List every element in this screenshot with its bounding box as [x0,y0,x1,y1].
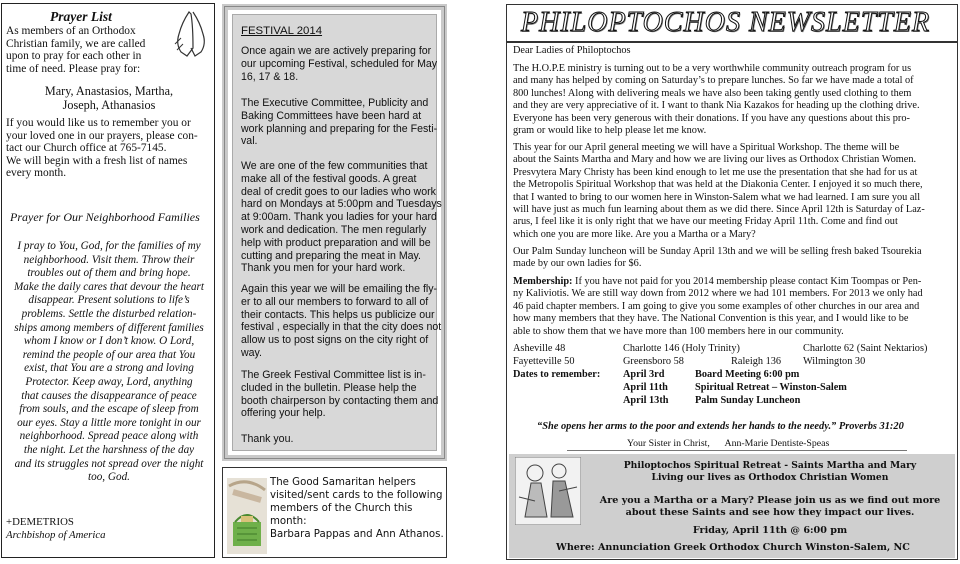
festival-paragraph-5: The Greek Festival Committee list is in- cluded in the bulletin. Please help the booth chairperson by contacting them and offering your help. [241,369,439,420]
festival-paragraph-1: Once again we are actively preparing for our upcoming Festival, scheduled for May 16, 17 & 18. [241,45,438,83]
dates-label: Dates to remember: [513,369,601,380]
retreat-where: Where: Annunciation Greek Orthodox Church Winston-Salem, NC [556,542,910,553]
festival-paragraph-3: We are one of the few communities that make all of the festival goods. A great deal of credit goes to our ladies who work hard on Mondays at 5:00pm and Tuesdays at 9:00am. Thank you ladies for your hard work and dedication. The men regularly help with product preparation and will be cutting and preparing the meat in May. Thank you men for your hard work. [241,160,442,275]
newsletter-workshop-paragraph: This year for our April general meeting we will have a Spiritual Workshop. The theme will be about the Saints Martha and Mary and how we are living our lives as Orthodox Christian Women. Presvytera Mary Christy has been kind enough to let me use the presentation that she had for us at the Metropolis Spiritual Workshop that was held at the Diakonia Center. I enjoyed it so much there, that I wanted to bring to our women here in Winston-Salem what we had learned. I am sure you all will have just as much fun learning about them as we did there. Since April 12th is Saturday of Laz- arus, I feel like it is only right that we have our meeting Friday April 11th. Come and find out which one you are more like. Are you a Martha or a Mary? [513,142,925,240]
proverbs-quote: “She opens her arms to the poor and extends her hands to the needy.” Proverbs 31:20 [537,421,904,432]
retreat-when: Friday, April 11th @ 6:00 pm [692,525,848,536]
festival-thanks: Thank you. [241,433,294,445]
retreat-title: Philoptochos Spiritual Retreat - Saints Martha and Mary Living our lives as Orthodox Christian Women [623,460,917,483]
title-divider [507,41,957,43]
newsletter-hope-paragraph: The H.O.P.E ministry is turning out to be a very worthwhile community outreach program for us and many has helped by coming on Saturday’s to prepare lunches. So far we have made a total of 800 lunches! Along with delivering meals we have also been taking gently used clothing to them and they are very appreciative of it. I want to thank Nia Kazakos for heading up the clothing drive. Everyone has been very generous with their donations. If you have any questions about this pro- gram or would like to help please let me know. [513,63,920,137]
festival-box [222,4,447,461]
prayer-list-title: Prayer List [50,9,112,24]
neighborhood-prayer-text: I pray to You, God, for the families of my neighborhood. Visit them. Throw their troubles out of them and bring hope. Make the daily cares that devour the heart disappear. Present solutions to life’s problems. Settle the disturbed relation- ships among members of different families whom I know or I don’t know. O Lord, remind the people of our area that You exist, that You are a strong and loving Protector. Keep away, Lord, anything that causes the disappearance of peace from souls, and the escape of sleep from our eyes. Stay a little more tonight in our neighborhood. Spread peace along with the night. Let the harshness of the day and its struggles not spread over the night too, God. [13,240,205,484]
sign-off-rule [567,450,907,451]
archbishop-signature: +DEMETRIOS Archbishop of America [6,516,106,541]
neighborhood-prayer-title: Prayer for Our Neighborhood Families [10,210,200,224]
retreat-invite: Are you a Martha or a Mary? Please join us as we find out more about these Saints and see how they impact our lives. [599,495,941,518]
festival-box-inner [232,14,442,451]
newsletter-membership-paragraph: Membership: If you have not paid for you 2014 membership please contact Kim Toompas or Pen- ny Kaliviotis. We are still way down from 2012 where we had 101 members. For 2013 we only had 46 paid chapter members. I am going to give you some examples of other churches in our area and how many members that they have. The National Convention is this year, and I would like to be able to show them that we have more than 100 members here in our community. [513,276,923,337]
festival-paragraph-4: Again this year we will be emailing the fly- er to all our members to forward to all of their contacts. This helps us publicize our festival , especially in that the city does not allow us to post signs on the city right of way. [241,283,442,359]
prayer-column [1,3,215,558]
newsletter-title: PHILOPTOCHOS NEWSLETTER [521,7,931,38]
prayer-list-intro: As members of an Orthodox Christian family, we are called upon to pray for each other in time of need. Please pray for: [6,25,146,75]
sign-off: Your Sister in Christ, Ann-Marie Dentiste-Speas [627,438,830,449]
newsletter-palm-sunday-paragraph: Our Palm Sunday luncheon will be Sunday April 13th and we will be selling fresh baked Tsourekia made by our own ladies for $6. [513,246,922,270]
prayer-names: Mary, Anastasios, Martha, Joseph, Athanasios [44,84,174,112]
newsletter-column: PHILOPTOCHOS NEWSLETTER Dear Ladies of Philoptochos The H.O.P.E ministry is turning out to be a very worthwhile community outreach program for us and many has helped by coming on Saturday’s to prepare lunches. So far we have made a total of 800 lunches! Along with delivering meals we have also been taking gently used clothing to them and they are very appreciative of it. I want to thank Nia Kazakos for heading up the clothing drive. Everyone has been very generous with their donations. If you have any questions about this pro- gram or would like to help please let me know. This year for our April general meeting we will have a Spiritual Workshop. The theme will be about the Saints Martha and Mary and how we are living our lives as Orthodox Christian Women. Presvytera Mary Christy has been kind enough to let me use the presentation that she had for us at the Metropolis Spiritual Workshop that was held at the Diakonia Center. I enjoyed it so much there, that I wanted to bring to our women here in Winston-Salem what we had learned. I am sure you all will have just as much fun learning about them as we did there. Since April 12th is Saturday of Laz- arus, I feel like it is only right that we have our meeting Friday April 11th. Come and find out which one you are more like. Are you a Martha or a Mary? Our Palm Sunday luncheon will be Sunday April 13th and we will be selling fresh baked Tsourekia made by our own ladies for $6. Membership: If you have not paid for you 2014 membership please contact Kim Toompas or Pen- ny Kaliviotis. We are still way down from 2012 where we had 101 members. For 2013 we only had 46 paid chapter members. I am going to give you some examples of other churches in our area and how many members that they have. The National Convention is this year, and I would like to be able to show them that we have more than 100 members here in our community. Asheville 48 Charlotte 146 (Holy Trinity) Charlotte 62 (Saint Nektarios) Fayetteville 50 Greensboro 58 Raleigh 136 Wilmington 30 Dates to remember: April 3rd Board Meeting 6:00 pm April 11th Spiritual Retreat – Winston-Salem April 13th Palm Sunday Luncheon “She opens her arms to the poor and extends her hands to the needy.” Proverbs 31:20 Your Sister in Christ, Ann-Marie Dentiste-Speas Philoptochos Spiritual Retreat - Saints Martha and Mary Living our lives as Orthodox Christian Women Are you a Martha or a Mary? Please join us as we find out more about these Saints and see how they impact our lives. Friday, April 11th @ 6:00 pm Where: Annunciation Greek Orthodox Church Winston-Salem, NC [506,4,958,560]
retreat-announcement [509,454,955,558]
newsletter-salutation: Dear Ladies of Philoptochos [513,45,631,56]
festival-heading: FESTIVAL 2014 [241,25,323,37]
festival-paragraph-2: The Executive Committee, Publicity and Baking Committees have been hard at work planning and preparing for the Festi- val. [241,97,438,148]
praying-hands-icon [167,8,215,58]
good-samaritan-box [222,467,447,558]
saints-icon [515,457,581,525]
prayer-request-text: If you would like us to remember you or your loved one in our prayers, please con- tact our Church office at 765-7145. We will begin with a fresh list of names every month. [6,117,198,180]
good-samaritan-text: The Good Samaritan helpers visited/sent cards to the following members of the Church this month: Barbara Pappas and Ann Athanos. [270,477,444,540]
basket-illustration-icon [227,478,267,554]
